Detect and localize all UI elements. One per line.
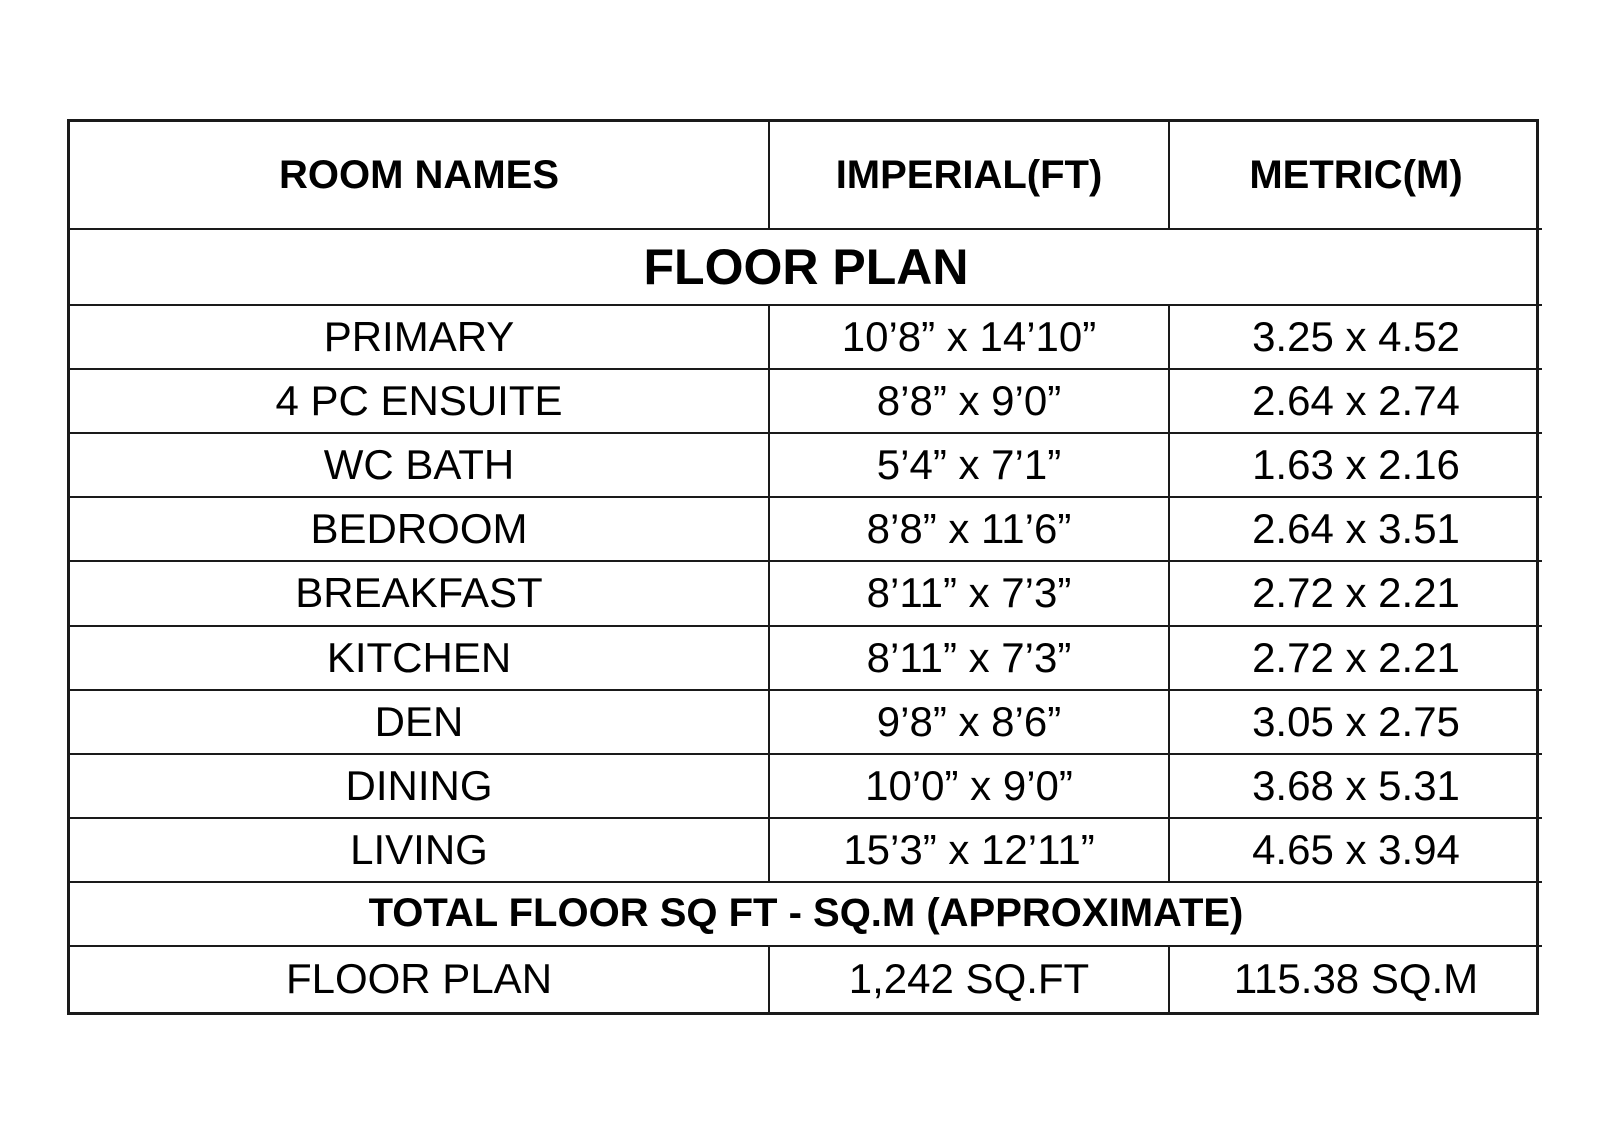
room-name-cell: PRIMARY bbox=[70, 305, 769, 369]
room-name-cell: WC BATH bbox=[70, 433, 769, 497]
metric-cell: 4.65 x 3.94 bbox=[1169, 818, 1542, 882]
metric-cell: 2.64 x 3.51 bbox=[1169, 497, 1542, 561]
table-row bbox=[70, 497, 1542, 561]
metric-cell: 2.72 x 2.21 bbox=[1169, 626, 1542, 690]
metric-cell: 2.72 x 2.21 bbox=[1169, 561, 1542, 625]
room-name-cell: DEN bbox=[70, 690, 769, 754]
table-row bbox=[70, 626, 1542, 690]
room-name-cell: LIVING bbox=[70, 818, 769, 882]
header-imperial: IMPERIAL(FT) bbox=[769, 122, 1169, 229]
total-metric-cell: 115.38 SQ.M bbox=[1169, 946, 1542, 1012]
imperial-cell: 9’8” x 8’6” bbox=[769, 690, 1169, 754]
metric-cell: 2.64 x 2.74 bbox=[1169, 369, 1542, 433]
table-row bbox=[70, 433, 1542, 497]
total-row bbox=[70, 946, 1542, 1012]
table-header-row bbox=[70, 122, 1542, 229]
table-row bbox=[70, 305, 1542, 369]
table-row bbox=[70, 818, 1542, 882]
total-label-cell: FLOOR PLAN bbox=[70, 946, 769, 1012]
room-name-cell: DINING bbox=[70, 754, 769, 818]
room-name-cell: 4 PC ENSUITE bbox=[70, 369, 769, 433]
metric-cell: 3.05 x 2.75 bbox=[1169, 690, 1542, 754]
total-title-row bbox=[70, 882, 1542, 946]
imperial-cell: 10’0” x 9’0” bbox=[769, 754, 1169, 818]
imperial-cell: 8’11” x 7’3” bbox=[769, 626, 1169, 690]
room-dimensions-table bbox=[70, 122, 1542, 1012]
table-row bbox=[70, 754, 1542, 818]
metric-cell: 3.68 x 5.31 bbox=[1169, 754, 1542, 818]
room-name-cell: KITCHEN bbox=[70, 626, 769, 690]
header-metric: METRIC(M) bbox=[1169, 122, 1542, 229]
total-title: TOTAL FLOOR SQ FT - SQ.M (APPROXIMATE) bbox=[70, 882, 1542, 946]
header-room-names: ROOM NAMES bbox=[70, 122, 769, 229]
room-name-cell: BEDROOM bbox=[70, 497, 769, 561]
table-row bbox=[70, 561, 1542, 625]
room-name-cell: BREAKFAST bbox=[70, 561, 769, 625]
section-title-row bbox=[70, 229, 1542, 305]
total-imperial-cell: 1,242 SQ.FT bbox=[769, 946, 1169, 1012]
metric-cell: 1.63 x 2.16 bbox=[1169, 433, 1542, 497]
section-title: FLOOR PLAN bbox=[70, 229, 1542, 305]
imperial-cell: 15’3” x 12’11” bbox=[769, 818, 1169, 882]
table-row bbox=[70, 690, 1542, 754]
table-row bbox=[70, 369, 1542, 433]
imperial-cell: 10’8” x 14’10” bbox=[769, 305, 1169, 369]
imperial-cell: 8’8” x 9’0” bbox=[769, 369, 1169, 433]
imperial-cell: 8’11” x 7’3” bbox=[769, 561, 1169, 625]
imperial-cell: 8’8” x 11’6” bbox=[769, 497, 1169, 561]
metric-cell: 3.25 x 4.52 bbox=[1169, 305, 1542, 369]
room-dimensions-sheet bbox=[67, 119, 1539, 1015]
imperial-cell: 5’4” x 7’1” bbox=[769, 433, 1169, 497]
